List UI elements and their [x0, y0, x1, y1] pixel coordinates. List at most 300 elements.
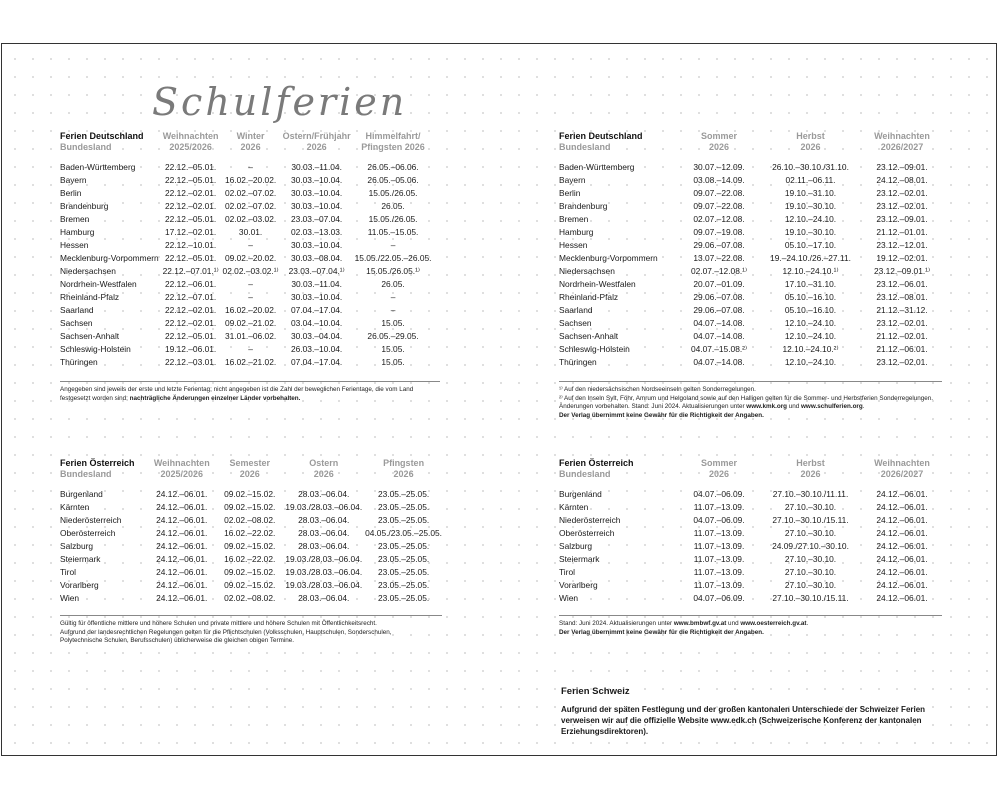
date-cell: 27.10.–30.10. — [784, 528, 837, 539]
date-cell: 22.12.–05.01. — [164, 331, 217, 342]
region-cell: Brandenburg — [559, 201, 608, 212]
date-cell: 27.10.–30.10. — [784, 567, 837, 578]
date-cell: 02.11.–06.11. — [785, 175, 836, 186]
region-cell: Kärnten — [60, 502, 90, 513]
date-cell: 22.12.–06.01. — [164, 279, 217, 290]
table-row — [60, 356, 431, 369]
switzerland-text: Aufgrund der späten Festlegung und der großen kantonalen Unterschiede der Schweizer Ferien verweisen wir auf die offizielle Website www.edk.ch (Schweizerische Konferenz der kantonalen Erziehungsdirektoren). — [561, 705, 926, 736]
region-cell: Baden-Württemberg — [559, 162, 635, 173]
table-row — [60, 226, 431, 239]
footnote-2: ²⁾ Auf den Inseln Sylt, Föhr, Amrum und Helgoland sowie auf den Halligen gelten für die Sommer- und Herbstferien Sonderregelungen. — [559, 394, 933, 402]
date-cell: 30.03.–11.04. — [291, 162, 342, 173]
note-austria-1: Gültig für öffentliche mittlere und höhere Schulen und private mittlere und höhere Schulen mit Öffentlichkeitsrecht. Aufgrund der landesrechtlichen Regelungen gelten für die Pflichtschulen (Volksschulen, Hauptschulen, Sonderschulen, Polytechnische Schulen, Berufsschulen) üblicherweise die gleichen obigen Termine. — [60, 620, 392, 645]
date-cell: 29.06.–07.08. — [693, 305, 745, 316]
region-cell: Bayern — [60, 175, 87, 186]
date-cell: 24.12.–06.01. — [156, 489, 208, 500]
column-header: Ostern/Frühjahr 2026 — [282, 131, 351, 152]
link-oesterreich[interactable]: www.oesterreich.gv.at — [740, 620, 807, 627]
date-cell: 22.12.–02.01. — [164, 188, 217, 199]
date-cell: 09.07.–22.08. — [693, 201, 745, 212]
date-cell: 24.12.–06.01. — [876, 515, 928, 526]
date-cell: 04.07.–06.09. — [693, 593, 745, 604]
region-cell: Bremen — [60, 214, 90, 225]
table-header-row — [60, 459, 442, 488]
date-cell: 29.06.–07.08. — [693, 240, 745, 251]
region-cell: Niederösterreich — [559, 515, 621, 526]
date-cell: 23.05.–25.05. — [377, 554, 430, 565]
date-cell: – — [248, 344, 253, 355]
date-cell: 02.02.–03.02. — [224, 214, 277, 225]
date-cell: 17.10.–31.10. — [784, 279, 837, 290]
table-germany-summer-winter — [559, 132, 942, 369]
divider-line — [60, 381, 440, 382]
table-header-row — [559, 459, 942, 488]
table-row — [559, 252, 942, 265]
region-cell: Saarland — [60, 305, 94, 316]
date-cell: – — [248, 279, 253, 290]
date-cell: 09.02.–15.02. — [224, 502, 276, 513]
date-cell: 03.04.–10.04. — [291, 318, 343, 329]
column-header: Weihnachten 2025/2026 — [162, 131, 219, 152]
date-cell: – — [390, 292, 396, 303]
date-cell: 28.03.–06.04. — [298, 593, 350, 604]
date-cell: 12.10.–24.10.¹⁾ — [782, 266, 839, 277]
date-cell: 02.02.–07.02. — [224, 201, 277, 212]
region-cell: Burgenland — [60, 489, 103, 500]
date-cell: 02.03.–13.03. — [291, 227, 343, 238]
date-cell: 23.05.–25.05. — [377, 515, 430, 526]
date-cell: 26.05.–06.06. — [367, 162, 419, 173]
table-row — [60, 540, 442, 553]
date-cell: 22.12.–05.01. — [164, 253, 217, 264]
date-cell: 27.10.–30.10./11.11. — [772, 489, 849, 500]
date-cell: 11.07.–13.09. — [693, 580, 745, 591]
column-header: Himmelfahrt/ Pfingsten 2026 — [361, 131, 425, 152]
note-germany-1: Angegeben sind jeweils der erste und letzte Ferientag; nicht angegeben ist die Zahl der beweglichen Ferientage, die vom Land festgesetzt worden sind; nachträgliche Änderungen einzelner Länder vorbehalten. — [60, 386, 414, 402]
region-cell: Salzburg — [60, 541, 94, 552]
table-row — [60, 317, 431, 330]
table-row — [559, 317, 942, 330]
switzerland-heading: Ferien Schweiz — [561, 686, 630, 697]
date-cell: 22.12.–05.01. — [164, 162, 217, 173]
date-cell: 28.03.–06.04. — [298, 515, 350, 526]
date-cell: 23.05.–25.05. — [377, 593, 430, 604]
table-row — [60, 527, 442, 540]
date-cell: 28.03.–06.04. — [298, 489, 350, 500]
date-cell: 23.05.–25.05. — [377, 541, 430, 552]
date-cell: 28.03.–06.04. — [298, 541, 350, 552]
date-cell: 17.12.–02.01. — [164, 227, 217, 238]
date-cell: 09.07.–22.08. — [693, 188, 745, 199]
date-cell: 22.12.–02.01. — [164, 305, 217, 316]
table-row — [60, 187, 431, 200]
column-header: Ferien Deutschland Bundesland — [559, 131, 643, 152]
date-cell: 19.10.–30.10. — [784, 201, 837, 212]
date-cell: 23.05.–25.05. — [377, 502, 430, 513]
column-header: Weihnachten 2025/2026 — [153, 458, 210, 479]
date-cell: 22.12.–07.01. — [164, 292, 217, 303]
date-cell: 19.03./28.03.–06.04. — [285, 580, 363, 591]
date-cell: 27.10.–30.10. — [784, 580, 837, 591]
region-cell: Steiermark — [60, 554, 101, 565]
region-cell: Thüringen — [559, 357, 597, 368]
date-cell: 24.12.–06.01. — [156, 554, 208, 565]
region-cell: Mecklenburg-Vorpommern — [559, 253, 658, 264]
date-cell: 24.12.–06.01. — [876, 580, 928, 591]
region-cell: Baden-Württemberg — [60, 162, 136, 173]
date-cell: – — [390, 240, 396, 251]
table-row — [60, 330, 431, 343]
date-cell: 15.05. — [381, 318, 405, 329]
date-cell: 02.07.–12.08. — [693, 214, 745, 225]
date-cell: 04.07.–06.09. — [693, 489, 745, 500]
column-header: Sommer 2026 — [700, 131, 737, 152]
date-cell: 24.12.–06.01. — [156, 567, 208, 578]
date-cell: 24.12.–06.01. — [156, 580, 208, 591]
date-cell: 26.05. — [381, 279, 405, 290]
date-cell: 31.01.–06.02. — [224, 331, 277, 342]
link-bmbwf[interactable]: www.bmbwf.gv.at — [673, 620, 727, 627]
region-cell: Thüringen — [60, 357, 98, 368]
region-cell: Tirol — [559, 567, 575, 578]
table-row — [559, 291, 942, 304]
column-header: Ferien Österreich Bundesland — [559, 458, 634, 479]
table-row — [559, 265, 942, 278]
table-row — [559, 514, 942, 527]
date-cell: 24.12.–08.01. — [876, 175, 928, 186]
date-cell: 09.02.–20.02. — [224, 253, 277, 264]
date-cell: 23.12.–02.01. — [876, 188, 928, 199]
date-cell: 07.04.–17.04. — [291, 357, 343, 368]
date-cell: 04.07.–15.08.²⁾ — [690, 344, 748, 355]
region-cell: Niedersachsen — [60, 266, 116, 277]
date-cell: 27.10.–30.10. — [784, 554, 837, 565]
table-row — [60, 566, 442, 579]
region-cell: Wien — [559, 593, 579, 604]
table-row — [559, 343, 942, 356]
date-cell: 30.07.–12.09. — [693, 162, 745, 173]
date-cell: 22.12.–07.01.¹⁾ — [162, 266, 219, 277]
column-header: Weihnachten 2026/2027 — [874, 458, 930, 479]
region-cell: Salzburg — [559, 541, 593, 552]
date-cell: 23.12.–09.01. — [876, 162, 928, 173]
divider-line — [559, 381, 942, 382]
date-cell: 26.10.–30.10./31.10. — [772, 162, 849, 173]
date-cell: 19.03./28.03.–06.04. — [285, 567, 363, 578]
link-kmk[interactable]: www.kmk.org — [746, 403, 788, 411]
date-cell: 11.07.–13.09. — [693, 541, 745, 552]
date-cell: 26.05.–29.05. — [367, 331, 419, 342]
table-germany-winter-spring — [60, 132, 431, 369]
table-row — [60, 501, 442, 514]
date-cell: 24.12.–06.01. — [876, 528, 928, 539]
column-header: Weihnachten 2026/2027 — [874, 131, 930, 152]
region-cell: Hamburg — [559, 227, 594, 238]
date-cell: 19.–24.10./26.–27.11. — [770, 253, 851, 264]
table-row — [559, 278, 942, 291]
region-cell: Oberösterreich — [559, 528, 615, 539]
table-row — [559, 174, 942, 187]
table-row — [559, 187, 942, 200]
table-row — [559, 200, 942, 213]
date-cell: 23.12.–12.01. — [876, 240, 928, 251]
table-row — [559, 161, 942, 174]
note-germany-2: ¹⁾ Auf den niedersächsischen Nordseeinseln gelten Sonderregelungen. ²⁾ Auf den Inseln Sylt, Föhr, Amrum und Helgoland sowie auf den Halligen gelten für die Sommer- und Herbstferien Sonderregelungen. Änderungen vorbehalten. Stand: Juni 2024. Aktualisierungen unter www.kmk.org und www.schulferien.org. Der Verlag übernimmt keine Gewähr für die Richtigkeit der Angaben. — [559, 386, 949, 420]
date-cell: 23.12.–02.01. — [876, 357, 928, 368]
region-cell: Kärnten — [559, 502, 589, 513]
date-cell: 12.10.–24.10. — [784, 331, 837, 342]
table-row — [559, 566, 942, 579]
region-cell: Sachsen-Anhalt — [60, 331, 120, 342]
date-cell: 15.05./26.05.¹⁾ — [366, 266, 420, 277]
date-cell: 23.12.–02.01. — [876, 201, 928, 212]
date-cell: 30.01. — [238, 227, 263, 238]
date-cell: 30.03.–10.04. — [291, 201, 343, 212]
table-row — [559, 213, 942, 226]
table-row — [60, 213, 431, 226]
date-cell: 04.07.–06.09. — [693, 515, 745, 526]
region-cell: Vorarlberg — [559, 580, 598, 591]
date-cell: 16.02.–20.02. — [224, 175, 277, 186]
date-cell: 05.10.–16.10. — [784, 292, 837, 303]
table-row — [60, 514, 442, 527]
region-cell: Burgenland — [559, 489, 602, 500]
date-cell: – — [248, 292, 253, 303]
date-cell: 23.05.–25.05. — [377, 567, 430, 578]
date-cell: – — [248, 162, 253, 173]
date-cell: 09.07.–19.08. — [693, 227, 745, 238]
region-cell: Sachsen — [60, 318, 93, 329]
date-cell: 21.12.–01.01. — [876, 227, 928, 238]
date-cell: 27.10.–30.10./15.11. — [772, 593, 849, 604]
date-cell: 24.12.–06.01. — [876, 489, 928, 500]
date-cell: 02.02.–08.02. — [224, 593, 276, 604]
table-header-row — [559, 132, 942, 161]
table-row — [60, 174, 431, 187]
region-cell: Rheinland-Pfalz — [60, 292, 120, 303]
column-header: Ferien Österreich Bundesland — [60, 458, 135, 479]
region-cell: Rheinland-Pfalz — [559, 292, 619, 303]
date-cell: 09.02.–15.02. — [224, 541, 276, 552]
table-row — [60, 592, 442, 605]
note-austria-2: Stand: Juni 2024. Aktualisierungen unter www.bmbwf.gv.at und www.oesterreich.gv.at. Der Verlag übernimmt keine Gewähr für die Richtigkeit der Angaben. — [559, 620, 809, 636]
date-cell: 22.12.–05.01. — [164, 175, 217, 186]
date-cell: 19.03./28.03.–06.04. — [285, 502, 363, 513]
table-header-row — [60, 132, 431, 161]
column-header: Pfingsten 2026 — [383, 458, 425, 479]
date-cell: 26.05. — [381, 201, 405, 212]
region-cell: Niederösterreich — [60, 515, 122, 526]
date-cell: 04.07.–14.08. — [693, 357, 745, 368]
table-row — [60, 343, 431, 356]
date-cell: 11.07.–13.09. — [693, 554, 745, 565]
date-cell: 24.09./27.10.–30.10. — [772, 541, 849, 552]
region-cell: Niedersachsen — [559, 266, 615, 277]
table-row — [60, 291, 431, 304]
region-cell: Brandenburg — [60, 201, 109, 212]
date-cell: 21.12.–06.01. — [876, 344, 928, 355]
date-cell: 16.02.–20.02. — [224, 305, 277, 316]
date-cell: 19.03./28.03.–06.04. — [285, 554, 363, 565]
date-cell: 19.10.–30.10. — [784, 227, 837, 238]
table-row — [559, 239, 942, 252]
region-cell: Oberösterreich — [60, 528, 116, 539]
date-cell: 09.02.–15.02. — [224, 489, 276, 500]
date-cell: 30.03.–10.04. — [291, 240, 343, 251]
date-cell: 29.06.–07.08. — [693, 292, 745, 303]
column-header: Ferien Deutschland Bundesland — [60, 131, 144, 152]
date-cell: 05.10.–17.10. — [784, 240, 837, 251]
calendar-page — [1, 43, 997, 756]
date-cell: 24.12.–06.01. — [876, 554, 928, 565]
date-cell: 23.12.–08.01. — [876, 292, 928, 303]
date-cell: 22.12.–02.01. — [164, 201, 217, 212]
date-cell: 30.03.–08.04. — [291, 253, 343, 264]
column-header: Sommer 2026 — [700, 458, 737, 479]
region-cell: Hessen — [60, 240, 89, 251]
date-cell: 19.12.–06.01. — [164, 344, 217, 355]
region-cell: Saarland — [559, 305, 593, 316]
date-cell: 23.12.–09.01. — [876, 214, 928, 225]
date-cell: 24.12.–06.01. — [156, 515, 208, 526]
table-row — [559, 540, 942, 553]
date-cell: 05.10.–16.10. — [784, 305, 837, 316]
table-row — [559, 304, 942, 317]
date-cell: 30.03.–11.04. — [291, 279, 342, 290]
region-cell: Nordrhein-Westfalen — [559, 279, 636, 290]
table-row — [60, 579, 442, 592]
date-cell: 02.07.–12.08.¹⁾ — [690, 266, 748, 277]
table-row — [559, 553, 942, 566]
date-cell: 15.05. — [381, 344, 405, 355]
date-cell: 12.10.–24.10. — [784, 214, 837, 225]
date-cell: 24.12.–06.01. — [156, 528, 208, 539]
date-cell: 16.02.–21.02. — [224, 357, 277, 368]
date-cell: 24.12.–06.01. — [876, 502, 928, 513]
table-row — [60, 161, 431, 174]
column-header: Semester 2026 — [229, 458, 270, 479]
date-cell: 16.02.–22.02. — [224, 554, 276, 565]
date-cell: – — [390, 305, 396, 316]
table-row — [559, 527, 942, 540]
table-austria-winter-spring — [60, 459, 442, 605]
date-cell: 04.07.–14.08. — [693, 331, 745, 342]
region-cell: Schleswig-Holstein — [559, 344, 630, 355]
column-header: Herbst 2026 — [796, 131, 825, 152]
page-title: Schulferien — [152, 80, 408, 124]
date-cell: 16.02.–22.02. — [224, 528, 276, 539]
date-cell: 24.12.–06.01. — [876, 567, 928, 578]
table-row — [60, 304, 431, 317]
table-row — [60, 252, 431, 265]
region-cell: Schleswig-Holstein — [60, 344, 131, 355]
region-cell: Nordrhein-Westfalen — [60, 279, 137, 290]
footnote-1: ¹⁾ Auf den niedersächsischen Nordseeinseln gelten Sonderregelungen. — [559, 386, 756, 393]
region-cell: Hamburg — [60, 227, 95, 238]
region-cell: Hessen — [559, 240, 588, 251]
region-cell: Mecklenburg-Vorpommern — [60, 253, 159, 264]
date-cell: 15.05./26.05. — [368, 188, 418, 199]
region-cell: Steiermark — [559, 554, 600, 565]
date-cell: 19.12.–02.01. — [876, 253, 928, 264]
table-row — [60, 265, 431, 278]
date-cell: 15.05. — [381, 357, 405, 368]
region-cell: Vorarlberg — [60, 580, 99, 591]
date-cell: 24.12.–06.01. — [156, 502, 208, 513]
date-cell: 23.03.–07.04.¹⁾ — [288, 266, 345, 277]
date-cell: 09.02.–15.02. — [224, 567, 276, 578]
date-cell: 23.12.–02.01. — [876, 318, 928, 329]
date-cell: 02.02.–07.02. — [224, 188, 277, 199]
date-cell: 02.02.–03.02.¹⁾ — [222, 266, 279, 277]
date-cell: 12.10.–24.10.²⁾ — [782, 344, 839, 355]
table-row — [60, 553, 442, 566]
date-cell: 30.03.–04.04. — [291, 331, 343, 342]
date-cell: 11.07.–13.09. — [693, 567, 745, 578]
date-cell: 24.12.–06.01. — [876, 593, 928, 604]
date-cell: 11.07.–13.09. — [693, 528, 745, 539]
table-row — [60, 239, 431, 252]
table-row — [559, 356, 942, 369]
table-row — [559, 330, 942, 343]
date-cell: 04.05./23.05.–25.05. — [365, 528, 442, 539]
date-cell: 20.07.–01.09. — [693, 279, 745, 290]
date-cell: 22.12.–03.01. — [164, 357, 217, 368]
region-cell: Sachsen — [559, 318, 592, 329]
date-cell: 21.12.–31.12. — [876, 305, 928, 316]
date-cell: 24.12.–06.01. — [876, 541, 928, 552]
date-cell: 26.05.–05.06. — [367, 175, 419, 186]
date-cell: 22.12.–10.01. — [164, 240, 217, 251]
date-cell: 27.10.–30.10. — [784, 502, 837, 513]
date-cell: 04.07.–14.08. — [693, 318, 745, 329]
date-cell: 02.02.–08.02. — [224, 515, 276, 526]
date-cell: 07.04.–17.04. — [291, 305, 343, 316]
region-cell: Bremen — [559, 214, 589, 225]
date-cell: 23.12.–06.01. — [876, 279, 928, 290]
link-schulferien[interactable]: www.schulferien.org — [801, 403, 863, 411]
column-header: Herbst 2026 — [796, 458, 825, 479]
region-cell: Sachsen-Anhalt — [559, 331, 619, 342]
date-cell: 09.02.–15.02. — [224, 580, 276, 591]
date-cell: 30.03.–10.04. — [291, 292, 343, 303]
region-cell: Berlin — [559, 188, 581, 199]
date-cell: 23.12.–09.01.¹⁾ — [873, 266, 931, 277]
date-cell: 19.10.–31.10. — [784, 188, 837, 199]
region-cell: Bayern — [559, 175, 586, 186]
table-row — [559, 226, 942, 239]
date-cell: 15.05./26.05. — [368, 214, 418, 225]
date-cell: 28.03.–06.04. — [298, 528, 350, 539]
date-cell: 30.03.–10.04. — [291, 175, 343, 186]
column-header: Winter 2026 — [236, 131, 265, 152]
date-cell: 12.10.–24.10. — [784, 318, 837, 329]
region-cell: Berlin — [60, 188, 82, 199]
table-austria-summer-winter — [559, 459, 942, 605]
date-cell: 15.05./22.05.–26.05. — [354, 253, 432, 264]
date-cell: 23.05.–25.05. — [377, 580, 430, 591]
date-cell: 27.10.–30.10./15.11. — [772, 515, 849, 526]
column-header: Ostern 2026 — [309, 458, 339, 479]
date-cell: 23.03.–07.04. — [291, 214, 343, 225]
date-cell: 22.12.–05.01. — [164, 214, 217, 225]
date-cell: 11.05.–15.05. — [367, 227, 419, 238]
date-cell: 30.03.–10.04. — [291, 188, 343, 199]
date-cell: 13.07.–22.08. — [693, 253, 745, 264]
table-row — [559, 501, 942, 514]
table-row — [60, 200, 431, 213]
table-row — [60, 278, 431, 291]
